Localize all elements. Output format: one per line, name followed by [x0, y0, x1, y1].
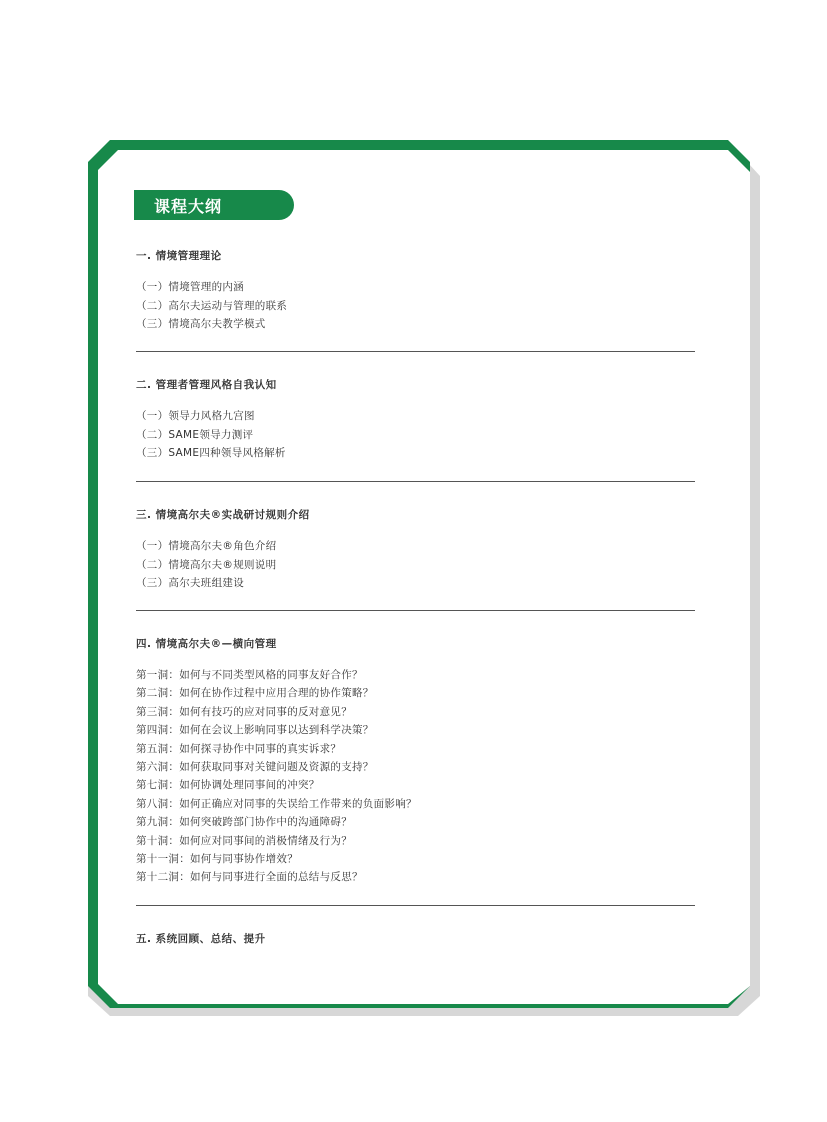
list-item: 第三洞：如何有技巧的应对同事的反对意见？ — [136, 705, 352, 718]
section-heading: 五. 系统回顾、总结、提升 — [136, 933, 266, 945]
section-2 — [136, 377, 696, 463]
list-item: （三）SAME四种领导风格解析 — [136, 447, 286, 460]
section-1 — [136, 248, 696, 334]
section-heading: 四. 情境高尔夫®—横向管理 — [136, 638, 277, 650]
list-item: 第十二洞：如何与同事进行全面的总结与反思？ — [136, 871, 363, 884]
divider — [136, 481, 695, 482]
list-item: （三）情境高尔夫教学模式 — [136, 318, 266, 331]
outline-title-badge — [134, 190, 294, 220]
list-item: （一）情境高尔夫®角色介绍 — [136, 540, 277, 552]
section-heading: 一. 情境管理理论 — [136, 250, 222, 262]
divider — [136, 905, 695, 906]
list-item: （一）情境管理的内涵 — [136, 281, 244, 293]
section-5 — [136, 931, 696, 945]
list-item: （二）SAME领导力测评 — [136, 428, 254, 441]
outline-title: 课程大纲 — [154, 197, 223, 216]
section-heading: 三. 情境高尔夫®实战研讨规则介绍 — [136, 509, 310, 521]
list-item: 第十一洞：如何与同事协作增效？ — [136, 852, 298, 865]
outline-card — [88, 138, 760, 1016]
section-heading: 二. 管理者管理风格自我认知 — [136, 379, 277, 391]
list-item: （二）情境高尔夫®规则说明 — [136, 558, 277, 571]
section-3 — [136, 507, 696, 593]
list-item: 第一洞：如何与不同类型风格的同事友好合作？ — [136, 669, 363, 681]
list-item: 第八洞：如何正确应对同事的失误给工作带来的负面影响？ — [136, 797, 417, 810]
list-item: 第十洞：如何应对同事间的消极情绪及行为？ — [136, 834, 352, 847]
list-item: （三）高尔夫班组建设 — [136, 577, 244, 590]
list-item: （一）领导力风格九宫图 — [136, 410, 255, 422]
list-item: （二）高尔夫运动与管理的联系 — [136, 299, 288, 312]
list-item: 第七洞：如何协调处理同事间的冲突？ — [136, 779, 320, 792]
divider — [136, 610, 695, 611]
list-item: 第四洞：如何在会议上影响同事以达到科学决策？ — [136, 724, 374, 737]
list-item: 第九洞：如何突破跨部门协作中的沟通障碍？ — [136, 816, 352, 829]
list-item: 第五洞：如何探寻协作中同事的真实诉求？ — [136, 742, 342, 755]
section-4 — [136, 636, 696, 887]
list-item: 第二洞：如何在协作过程中应用合理的协作策略？ — [136, 687, 374, 700]
list-item: 第六洞：如何获取同事对关键问题及资源的支持？ — [136, 760, 374, 773]
divider — [136, 351, 695, 352]
